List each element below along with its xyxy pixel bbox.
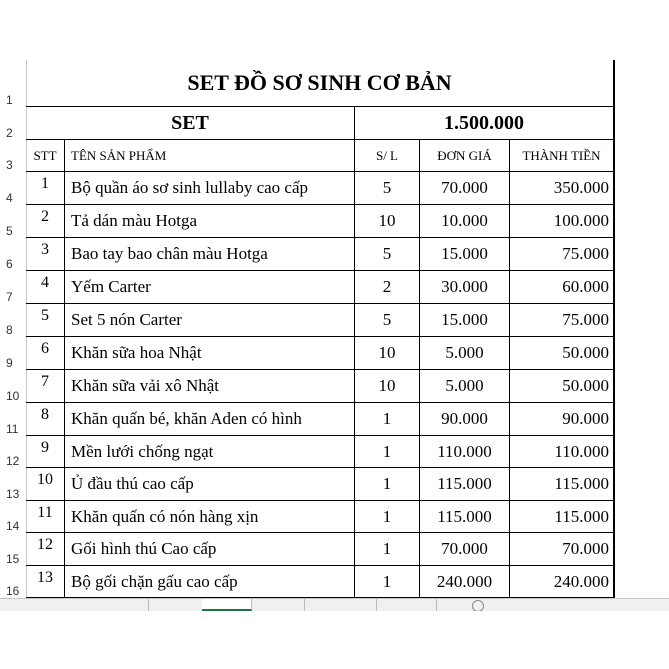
cell-qty[interactable]: 10	[355, 370, 420, 403]
row-number: 3	[6, 158, 13, 172]
cell-name[interactable]: Khăn quấn có nón hàng xịn	[65, 501, 355, 533]
cell-name[interactable]: Khăn sữa vải xô Nhật	[65, 370, 355, 403]
sheet-tab[interactable]	[96, 599, 149, 611]
cell-qty[interactable]: 1	[355, 566, 420, 598]
table-row	[26, 403, 614, 436]
row-number: 6	[6, 257, 13, 271]
cell-unit-price[interactable]: 5.000	[420, 337, 510, 370]
cell-qty[interactable]: 1	[355, 436, 420, 468]
cell-qty[interactable]: 1	[355, 468, 420, 501]
row-header[interactable]	[0, 468, 27, 501]
set-label-cell[interactable]: SET	[26, 107, 355, 140]
cell-total[interactable]: 110.000	[510, 436, 614, 468]
cell-qty[interactable]: 10	[355, 337, 420, 370]
cell-stt[interactable]: 12	[26, 533, 65, 566]
row-number: 16	[6, 584, 20, 598]
cell-qty[interactable]: 2	[355, 271, 420, 304]
header-qty[interactable]: S/ L	[355, 140, 420, 172]
cell-unit-price[interactable]: 115.000	[420, 501, 510, 533]
row-number: 15	[6, 552, 20, 566]
row-header[interactable]	[0, 107, 27, 140]
cell-total[interactable]: 50.000	[510, 370, 614, 403]
cell-stt[interactable]: 7	[26, 370, 65, 403]
cell-qty[interactable]: 5	[355, 238, 420, 271]
cell-stt[interactable]: 3	[26, 238, 65, 271]
cell-total[interactable]: 60.000	[510, 271, 614, 304]
cell-unit-price[interactable]: 70.000	[420, 533, 510, 566]
cell-stt[interactable]: 11	[26, 501, 65, 533]
sheet-tab[interactable]	[304, 599, 377, 611]
cell-name[interactable]: Khăn quấn bé, khăn Aden có hình	[65, 403, 355, 436]
cell-name[interactable]: Tả dán màu Hotga	[65, 205, 355, 238]
cell-stt[interactable]: 13	[26, 566, 65, 598]
row-header[interactable]	[0, 337, 27, 370]
row-number: 11	[6, 422, 19, 436]
cell-stt[interactable]: 10	[26, 468, 65, 501]
cell-total[interactable]: 100.000	[510, 205, 614, 238]
sheet-title[interactable]: SET ĐỒ SƠ SINH CƠ BẢN	[26, 60, 614, 107]
row-header[interactable]	[0, 533, 27, 566]
cell-name[interactable]: Ủ đầu thú cao cấp	[65, 468, 355, 501]
row-header[interactable]	[0, 60, 27, 107]
cell-unit-price[interactable]: 240.000	[420, 566, 510, 598]
cell-unit-price[interactable]: 110.000	[420, 436, 510, 468]
table-row	[26, 436, 614, 468]
table-row	[26, 501, 614, 533]
row-header[interactable]	[0, 172, 27, 205]
cell-total[interactable]: 50.000	[510, 337, 614, 370]
cell-name[interactable]: Bộ gối chặn gấu cao cấp	[65, 566, 355, 598]
row-number: 7	[6, 290, 13, 304]
row-header[interactable]	[0, 501, 27, 533]
cell-unit-price[interactable]: 30.000	[420, 271, 510, 304]
cell-name[interactable]: Yếm Carter	[65, 271, 355, 304]
header-unit-price[interactable]: ĐƠN GIÁ	[420, 140, 510, 172]
header-name[interactable]: TÊN SẢN PHẨM	[65, 140, 355, 172]
row-number: 9	[6, 356, 13, 370]
cell-name[interactable]: Set 5 nón Carter	[65, 304, 355, 337]
cell-qty[interactable]: 10	[355, 205, 420, 238]
row-header[interactable]	[0, 370, 27, 403]
row-header[interactable]	[0, 140, 27, 172]
cell-stt[interactable]: 6	[26, 337, 65, 370]
cell-name[interactable]: Mền lưới chống ngạt	[65, 436, 355, 468]
sheet-tab[interactable]	[252, 599, 305, 611]
title-row	[26, 60, 614, 107]
cell-qty[interactable]: 5	[355, 172, 420, 205]
row-header[interactable]	[0, 566, 27, 598]
cell-stt[interactable]: 2	[26, 205, 65, 238]
cell-total[interactable]: 115.000	[510, 501, 614, 533]
cell-total[interactable]: 70.000	[510, 533, 614, 566]
row-header[interactable]	[0, 304, 27, 337]
cell-qty[interactable]: 1	[355, 403, 420, 436]
sheet-tab[interactable]	[376, 599, 437, 611]
header-stt[interactable]: STT	[26, 140, 65, 172]
table-row	[26, 337, 614, 370]
cell-qty[interactable]: 1	[355, 501, 420, 533]
sheet-tab-active[interactable]	[202, 599, 252, 611]
set-row	[26, 107, 614, 140]
header-total[interactable]: THÀNH TIỀN	[510, 140, 614, 172]
row-number: 14	[6, 519, 20, 533]
cell-name[interactable]: Khăn sữa hoa Nhật	[65, 337, 355, 370]
table-row	[26, 566, 614, 598]
cell-name[interactable]: Gối hình thú Cao cấp	[65, 533, 355, 566]
sheet-tab[interactable]	[148, 599, 203, 611]
cell-unit-price[interactable]: 115.000	[420, 468, 510, 501]
row-header[interactable]	[0, 271, 27, 304]
cell-unit-price[interactable]: 70.000	[420, 172, 510, 205]
cell-unit-price[interactable]: 5.000	[420, 370, 510, 403]
row-number: 5	[6, 224, 13, 238]
cell-unit-price[interactable]: 10.000	[420, 205, 510, 238]
row-header[interactable]	[0, 436, 27, 468]
row-number: 8	[6, 323, 13, 337]
table-row	[26, 238, 614, 271]
cell-stt[interactable]: 4	[26, 271, 65, 304]
column-border	[614, 60, 615, 600]
set-price-cell[interactable]: 1.500.000	[355, 107, 614, 140]
add-sheet-icon[interactable]	[472, 600, 484, 611]
row-number: 2	[6, 126, 13, 140]
header-row	[26, 140, 614, 172]
row-number: 12	[6, 454, 20, 468]
row-number: 10	[6, 389, 20, 403]
cell-qty[interactable]: 5	[355, 304, 420, 337]
cell-stt[interactable]: 9	[26, 436, 65, 468]
sheet-tab-bar	[0, 598, 669, 611]
cell-unit-price[interactable]: 15.000	[420, 304, 510, 337]
cell-total[interactable]: 350.000	[510, 172, 614, 205]
row-header[interactable]	[0, 205, 27, 238]
cell-total[interactable]: 75.000	[510, 238, 614, 271]
table-row	[26, 533, 614, 566]
cell-stt[interactable]: 1	[26, 172, 65, 205]
cell-unit-price[interactable]: 90.000	[420, 403, 510, 436]
row-header[interactable]	[0, 403, 27, 436]
row-number: 1	[6, 93, 13, 107]
cell-name[interactable]: Bao tay bao chân màu Hotga	[65, 238, 355, 271]
row-number: 13	[6, 487, 20, 501]
table-row	[26, 468, 614, 501]
table-row	[26, 304, 614, 337]
cell-total[interactable]: 240.000	[510, 566, 614, 598]
cell-name[interactable]: Bộ quần áo sơ sinh lullaby cao cấp	[65, 172, 355, 205]
cell-total[interactable]: 115.000	[510, 468, 614, 501]
table-row	[26, 370, 614, 403]
cell-unit-price[interactable]: 15.000	[420, 238, 510, 271]
cell-total[interactable]: 90.000	[510, 403, 614, 436]
cell-qty[interactable]: 1	[355, 533, 420, 566]
row-header[interactable]	[0, 238, 27, 271]
cell-stt[interactable]: 5	[26, 304, 65, 337]
spreadsheet	[0, 60, 669, 600]
cell-stt[interactable]: 8	[26, 403, 65, 436]
cell-total[interactable]: 75.000	[510, 304, 614, 337]
table-row	[26, 271, 614, 304]
table-row	[26, 172, 614, 205]
row-number: 4	[6, 191, 13, 205]
table-row	[26, 205, 614, 238]
